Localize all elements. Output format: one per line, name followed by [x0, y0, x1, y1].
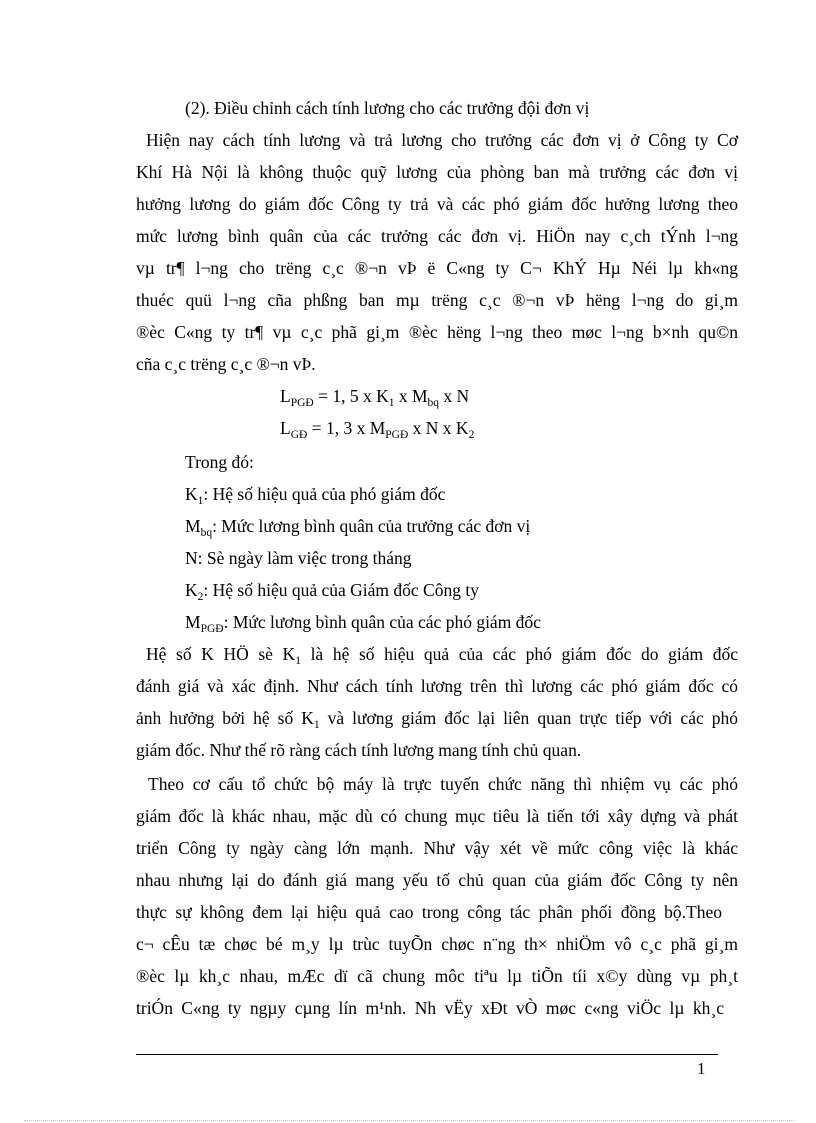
page-bottom-border [24, 1120, 794, 1121]
paragraph-2-line: đánh giá và xác định. Như cách tính lương trên thì lương các phó giám đốc có [136, 676, 738, 696]
definition-item: N: Sè ngày làm việc trong tháng [185, 548, 412, 568]
paragraph-1-line: Khí Hà Nội là không thuộc quỹ lương của phòng ban mà trưởng các đơn vị [136, 162, 738, 182]
paragraph-3-line: c¬ cÊu tæ chøc bé m¸y lµ trùc tuyÕn chøc n¨ng th× nhiÖm vô c¸c phã gi¸m [136, 934, 738, 954]
paragraph-2-line: Hệ số K HÖ sè $K_1$ là hệ số hiệu quả của các phó giám đốc do giám đốc [146, 644, 738, 667]
section-heading: (2). Điều chỉnh cách tính lương cho các trưởng đội đơn vị [185, 98, 590, 118]
definition-item: $K_1$: Hệ số hiệu quả của phó giám đốc [185, 484, 446, 507]
paragraph-3-line: nhau nhưng lại do đánh giá mang yếu tố chủ quan của giám đốc Công ty nên [136, 870, 738, 890]
page-number: 1 [697, 1059, 706, 1078]
paragraph-1-line: vµ tr¶ l¬ng cho trëng c¸c ®¬n vÞ ë C«ng ty C¬ KhÝ Hµ Néi lµ kh«ng [136, 258, 738, 278]
paragraph-1-line: cña c¸c trëng c¸c ®¬n vÞ. [136, 354, 316, 374]
paragraph-3-line: triển Công ty ngày càng lớn mạnh. Như vậy xét về mức công việc là khác [136, 838, 738, 858]
where-label: Trong đó: [185, 452, 254, 472]
footer-rule [136, 1054, 718, 1055]
definition-item: $M_{PGĐ}$: Mức lương bình quân của các phó giám đốc [185, 612, 541, 635]
paragraph-1-line: mức lương bình quân của các trưởng các đơn vị. HiÖn nay c¸ch tÝnh l¬ng [136, 226, 738, 246]
paragraph-2-line: ảnh hưởng bởi hệ số $K_1$ và lương giám đốc lại liên quan trực tiếp với các phó [136, 708, 738, 731]
formula-l-pgd: $L_{PGĐ} = 1$, 5 x $K_1$ x $M_{bq}$ x N [280, 386, 470, 409]
paragraph-3-line: Theo cơ cấu tổ chức bộ máy là trực tuyến chức năng thì nhiệm vụ các phó [148, 774, 738, 794]
paragraph-1-line: hưởng lương do giám đốc Công ty trả và các phó giám đốc hưởng lương theo [136, 194, 738, 214]
definition-item: $K_2$: Hệ số hiệu quả của Giám đốc Công ty [185, 580, 479, 603]
paragraph-3-line: triÓn C«ng ty ngµy cµng lín m¹nh. Nh vËy xÐt vÒ møc c«ng viÖc lµ kh¸c [136, 998, 724, 1018]
paragraph-3-line: thực sự không đem lại hiệu quả cao trong công tác phân phối đồng bộ.Theo [136, 902, 722, 922]
paragraph-1-line: Hiện nay cách tính lương và trả lương cho trưởng các đơn vị ở Công ty Cơ [146, 130, 738, 150]
paragraph-1-line: thuéc quü l¬ng cña phßng ban mµ trëng c¸c ®¬n vÞ hëng l¬ng do gi¸m [136, 290, 738, 310]
paragraph-3-line: ®èc lµ kh¸c nhau, mÆc dï cã chung môc tiªu lµ tiÕn tíi x©y dùng vµ ph¸t [136, 966, 738, 986]
paragraph-2-line: giám đốc. Như thế rõ ràng cách tính lương mang tính chủ quan. [136, 740, 582, 760]
paragraph-3-line: giám đốc là khác nhau, mặc dù có chung mục tiêu là tiến tới xây dựng và phát [136, 806, 738, 826]
formula-l-gd: $L_{GĐ} = 1$, 3 x $M_{PGĐ}$ x N x $K_2$ [280, 418, 475, 441]
paragraph-1-line: ®èc C«ng ty tr¶ vµ c¸c phã gi¸m ®èc hëng l¬ng theo møc l¬ng b×nh qu©n [136, 322, 738, 342]
definition-item: $M_{bq}$: Mức lương bình quân của trưởng các đơn vị [185, 516, 531, 539]
